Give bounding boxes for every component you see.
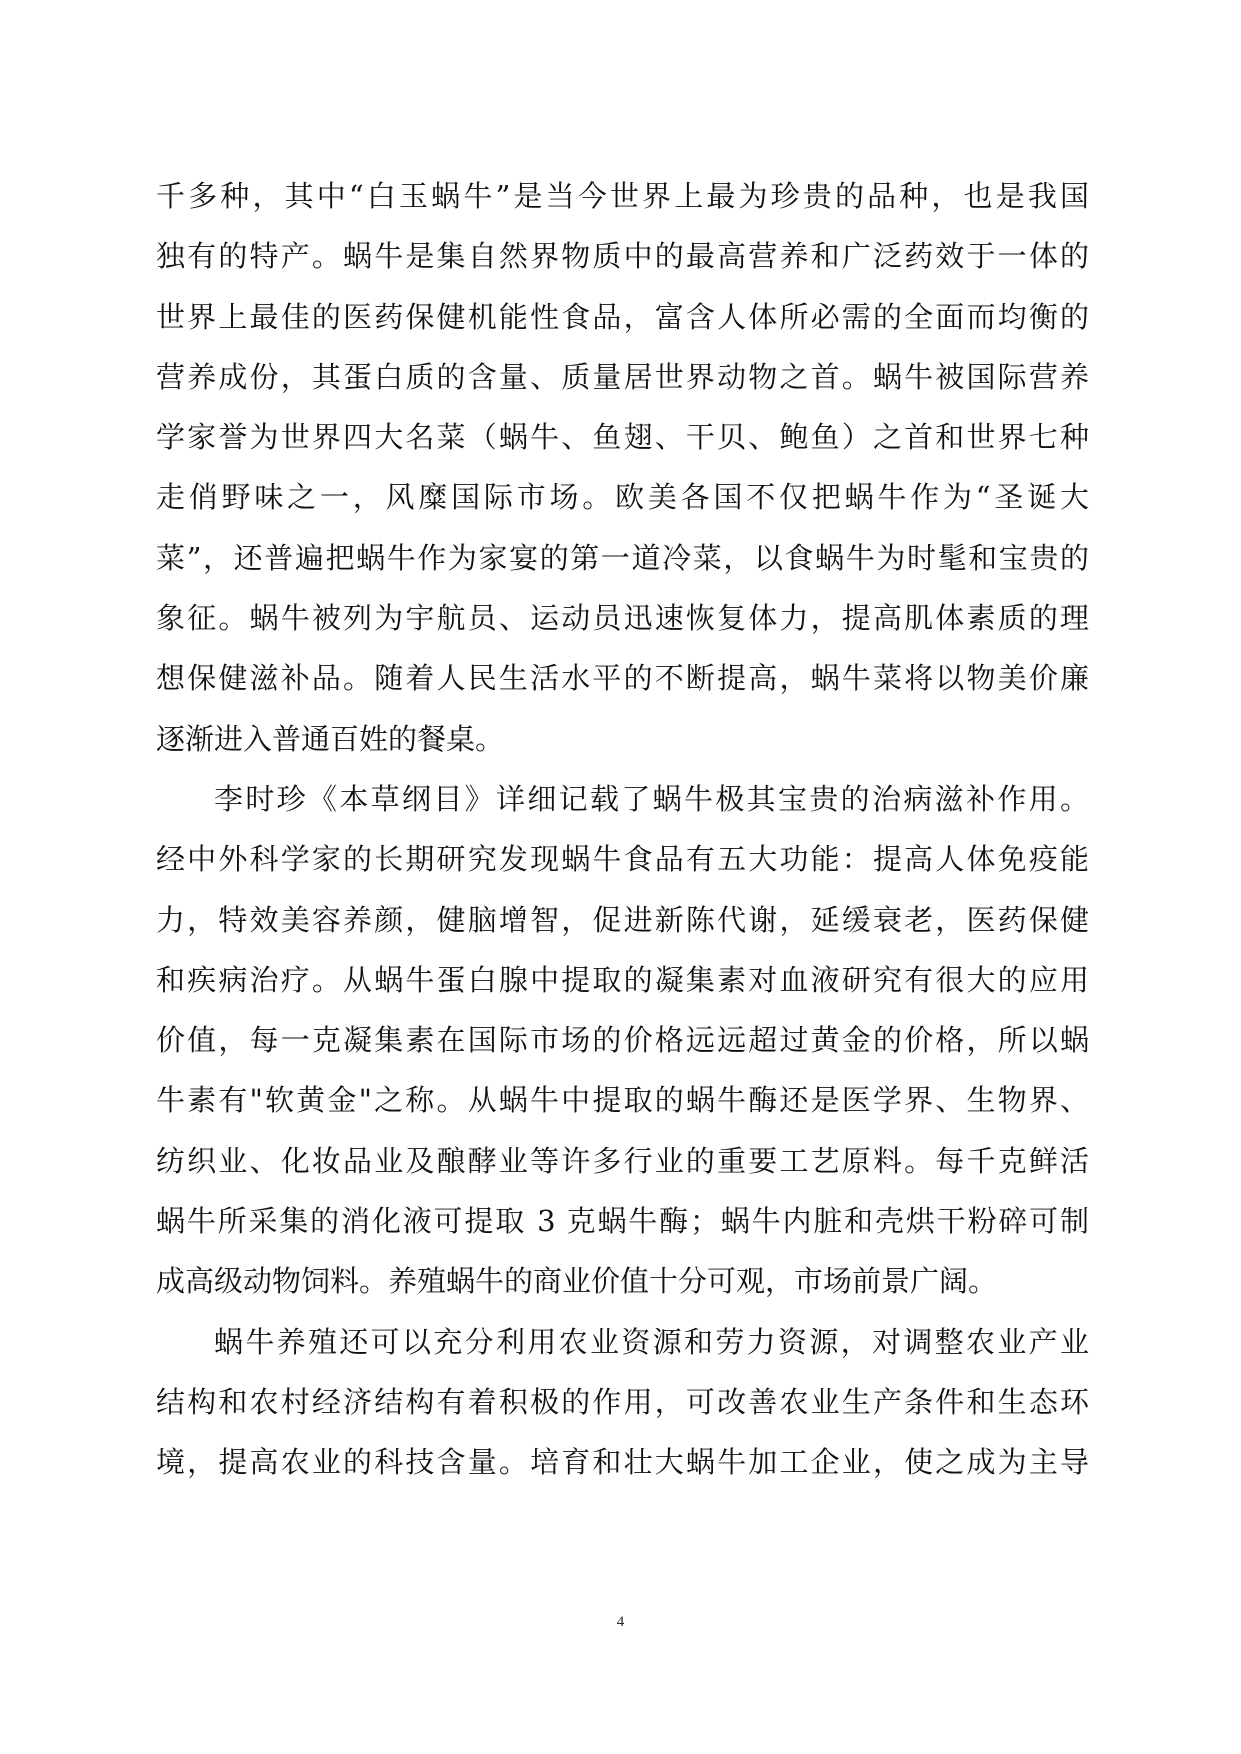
text-line: 走俏野味之一，风糜国际市场。欧美各国不仅把蜗牛作为“圣诞大	[156, 480, 1089, 515]
text-line: 成高级动物饲料。养殖蜗牛的商业价值十分可观，市场前景广阔。	[156, 1264, 998, 1299]
text-line: 千多种，其中“白玉蜗牛”是当今世界上最为珍贵的品种，也是我国	[156, 179, 1089, 213]
text-line: 营养成份，其蛋白质的含量、质量居世界动物之首。蜗牛被国际营养	[156, 359, 1089, 394]
text-line: 李时珍《本草纲目》详细记载了蜗牛极其宝贵的治病滋补作用。	[214, 781, 1089, 816]
text-line: 世界上最佳的医药保健机能性食品，富含人体所必需的全面而均衡的	[156, 299, 1089, 334]
text-line: 想保健滋补品。随着人民生活水平的不断提高，蜗牛菜将以物美价廉	[156, 661, 1089, 696]
text-line: 蜗牛养殖还可以充分利用农业资源和劳力资源，对调整农业产业	[214, 1324, 1089, 1359]
text-line: 独有的特产。蜗牛是集自然界物质中的最高营养和广泛药效于一体的	[156, 239, 1089, 274]
page-number: 4	[616, 1614, 625, 1630]
text-line: 和疾病治疗。从蜗牛蛋白腺中提取的凝集素对血液研究有很大的应用	[156, 962, 1089, 997]
text-line: 结构和农村经济结构有着积极的作用，可改善农业生产条件和生态环	[156, 1384, 1089, 1419]
text-line: 境，提高农业的科技含量。培育和壮大蜗牛加工企业，使之成为主导	[156, 1445, 1089, 1480]
paragraph	[156, 1312, 1089, 1493]
text-line: 价值，每一克凝集素在国际市场的价格远远超过黄金的价格，所以蜗	[156, 1023, 1089, 1058]
text-line: 菜”，还普遍把蜗牛作为家宴的第一道冷菜，以食蜗牛为时髦和宝贵的	[156, 540, 1089, 575]
paragraph	[156, 166, 1089, 769]
body-text	[156, 166, 1089, 1493]
text-line: 力，特效美容养颜，健脑增智，促进新陈代谢，延缓衰老，医药保健	[156, 902, 1089, 937]
text-line: 经中外科学家的长期研究发现蜗牛食品有五大功能：提高人体免疫能	[156, 842, 1089, 877]
text-line: 纺织业、化妆品业及酿酵业等许多行业的重要工艺原料。每千克鲜活	[156, 1143, 1089, 1178]
text-line: 象征。蜗牛被列为宇航员、运动员迅速恢复体力，提高肌体素质的理	[156, 601, 1089, 636]
text-line: 逐渐进入普通百姓的餐桌。	[156, 721, 505, 756]
text-line: 学家誉为世界四大名菜（蜗牛、鱼翅、干贝、鲍鱼）之首和世界七种	[156, 420, 1089, 455]
paragraph	[156, 769, 1089, 1312]
text-line: 蜗牛所采集的消化液可提取 3 克蜗牛酶；蜗牛内脏和壳烘干粉碎可制	[156, 1204, 1089, 1239]
text-line: 牛素有"软黄金"之称。从蜗牛中提取的蜗牛酶还是医学界、生物界、	[156, 1083, 1089, 1118]
